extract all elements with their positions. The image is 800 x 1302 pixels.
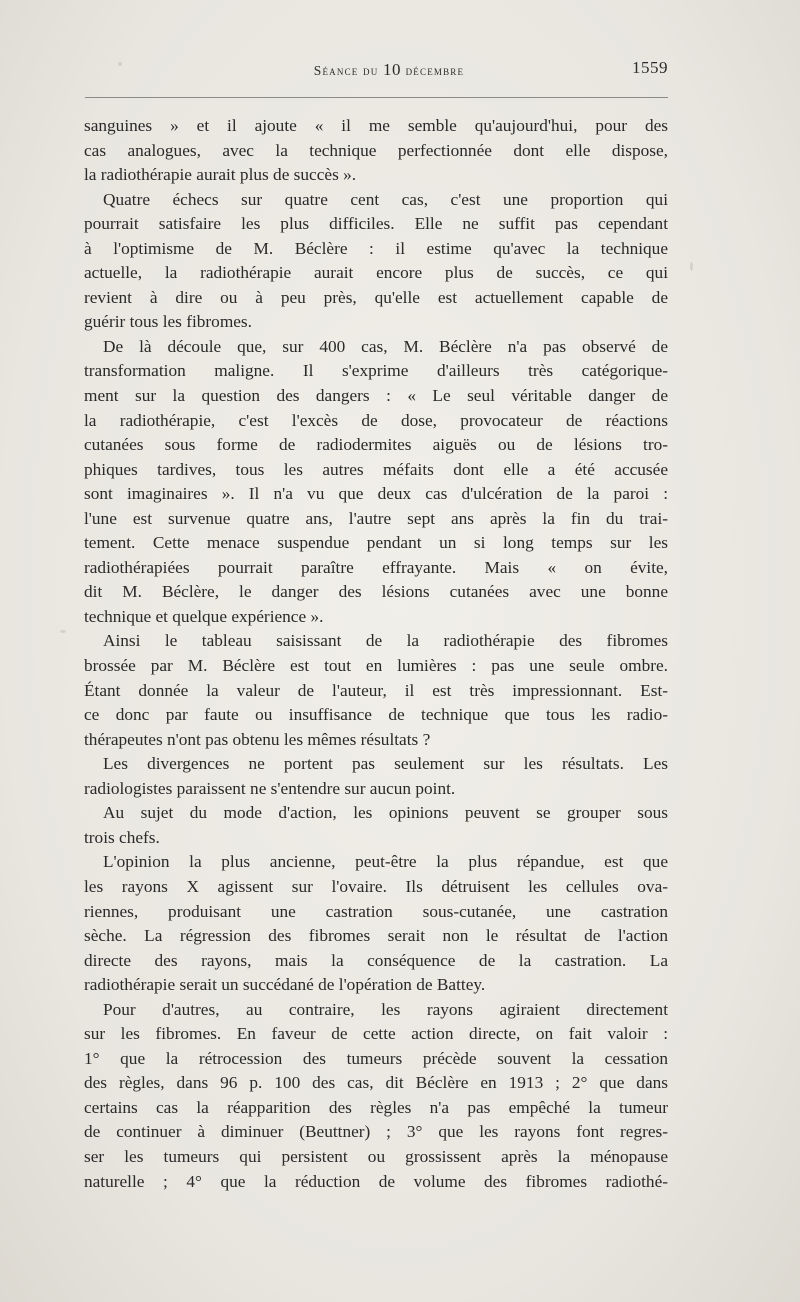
text-line: la radiothérapie, c'est l'excès de dose, provocateur de réactions <box>84 410 668 430</box>
text-line: guérir tous les fibromes. <box>84 312 252 332</box>
text-line: Au sujet du mode d'action, les opinions peuvent se grouper sous <box>103 803 668 823</box>
text-line: sont imaginaires ». Il n'a vu que deux cas d'ulcération de la paroi : <box>84 484 668 504</box>
text-line: des règles, dans 96 p. 100 des cas, dit Béclère en 1913 ; 2° que dans <box>84 1073 668 1093</box>
text-line: Pour d'autres, au contraire, les rayons agiraient directement <box>103 999 668 1019</box>
text-line: dit M. Béclère, le danger des lésions cutanées avec une bonne <box>84 582 668 602</box>
text-line: Étant donnée la valeur de l'auteur, il est très impressionnant. Est- <box>84 680 668 700</box>
paper-stain <box>690 262 693 271</box>
text-line: technique et quelque expérience ». <box>84 606 324 626</box>
text-line: sèche. La régression des fibromes serait non le résultat de l'action <box>84 926 668 946</box>
text-line: directe des rayons, mais la conséquence de la castration. La <box>84 950 668 970</box>
text-line: L'opinion la plus ancienne, peut-être la plus répandue, est que <box>103 852 668 872</box>
text-line: ce donc par faute ou insuffisance de technique que tous les radio- <box>84 705 668 725</box>
text-line: à l'optimisme de M. Béclère : il estime qu'avec la technique <box>84 238 668 258</box>
body-text <box>84 114 668 1194</box>
text-line: transformation maligne. Il s'exprime d'ailleurs très catégorique- <box>84 361 668 381</box>
text-line: ment sur la question des dangers : « Le seul véritable danger de <box>84 386 668 406</box>
running-title <box>110 60 668 80</box>
text-line: cas analogues, avec la technique perfectionnée dont elle dispose, <box>84 140 668 160</box>
text-line: sanguines » et il ajoute « il me semble qu'aujourd'hui, pour des <box>84 116 668 135</box>
running-title-prefix: Séance du <box>313 63 379 78</box>
text-line: Quatre échecs sur quatre cent cas, c'est une proportion qui <box>103 189 668 209</box>
text-line: thérapeutes n'ont pas obtenu les mêmes résultats ? <box>84 729 431 749</box>
text-line: riennes, produisant une castration sous-cutanée, une castration <box>84 901 668 921</box>
text-line: brossée par M. Béclère est tout en lumières : pas une seule ombre. <box>84 656 668 676</box>
text-line: l'une est survenue quatre ans, l'autre sept ans après la fin du trai- <box>84 508 668 528</box>
text-line: revient à dire ou à peu près, qu'elle est actuellement capable de <box>84 287 668 307</box>
text-line: 1° que la rétrocession des tumeurs précède souvent la cessation <box>84 1048 668 1068</box>
page-number: 1559 <box>632 58 668 77</box>
text-line: certains cas la réapparition des règles n'a pas empêché la tumeur <box>84 1097 668 1117</box>
text-line: De là découle que, sur 400 cas, M. Béclère n'a pas observé de <box>103 336 668 356</box>
text-line: de continuer à diminuer (Beuttner) ; 3° que les rayons font regres- <box>84 1122 668 1142</box>
text-line: sur les fibromes. En faveur de cette action directe, on fait valoir : <box>84 1024 668 1044</box>
text-line: pourrait satisfaire les plus difficiles. Elle ne suffit pas cependant <box>84 214 668 234</box>
text-line: phiques tardives, tous les autres méfaits dont elle a été accusée <box>84 459 668 479</box>
text-line: tement. Cette menace suspendue pendant un si long temps sur les <box>84 533 668 553</box>
paper-stain <box>60 630 66 633</box>
running-title-suffix: décembre <box>405 63 465 78</box>
text-line: radiothérapie serait un succédané de l'opération de Battey. <box>84 975 486 995</box>
text-line: actuelle, la radiothérapie aurait encore plus de succès, ce qui <box>84 263 668 283</box>
text-line: les rayons X agissent sur l'ovaire. Ils détruisent les cellules ova- <box>84 876 668 896</box>
text-line: radiologistes paraissent ne s'entendre sur aucun point. <box>84 778 456 798</box>
text-line: cutanées sous forme de radiodermites aiguës ou de lésions tro- <box>84 435 668 455</box>
text-line: radiothérapiées pourrait paraître effrayante. Mais « on évite, <box>84 557 668 577</box>
text-line: naturelle ; 4° que la réduction de volume des fibromes radiothé- <box>84 1171 668 1191</box>
running-title-date: 10 <box>383 60 402 79</box>
running-header <box>110 58 668 86</box>
text-line: la radiothérapie aurait plus de succès ». <box>84 165 357 185</box>
header-rule <box>85 97 668 98</box>
text-line: Les divergences ne portent pas seulement sur les résultats. Les <box>103 754 668 774</box>
text-line: trois chefs. <box>84 827 160 847</box>
text-line: Ainsi le tableau saisissant de la radiothérapie des fibromes <box>103 631 668 651</box>
text-line: ser les tumeurs qui persistent ou grossissent après la ménopause <box>84 1146 668 1166</box>
